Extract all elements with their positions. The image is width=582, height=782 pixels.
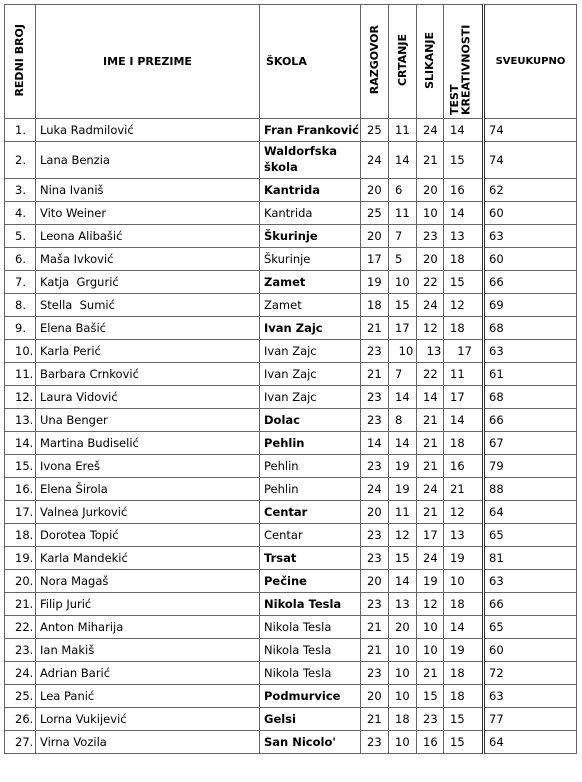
score-slikanje: 24: [417, 294, 444, 317]
score-test: 14: [444, 616, 484, 639]
score-total: 81: [484, 547, 577, 570]
score-crtanje: 19: [389, 455, 417, 478]
score-test: 17: [444, 386, 484, 409]
school-name: Pehlin: [260, 432, 361, 455]
score-total: 65: [484, 616, 577, 639]
score-total: 63: [484, 685, 577, 708]
score-razgovor: 21: [361, 639, 389, 662]
school-name: Trsat: [260, 547, 361, 570]
score-total: 68: [484, 317, 577, 340]
score-total: 63: [484, 225, 577, 248]
header-skola: ŠKOLA: [260, 5, 361, 119]
school-name: Nikola Tesla: [260, 616, 361, 639]
score-razgovor: 19: [361, 271, 389, 294]
student-name: Katja Grgurić: [36, 271, 260, 294]
score-slikanje: 22: [417, 271, 444, 294]
student-name: Elena Širola: [36, 478, 260, 501]
school-name: San Nicolo': [260, 731, 361, 754]
row-number: 4.: [5, 202, 36, 225]
score-razgovor: 24: [361, 478, 389, 501]
score-slikanje: 12: [417, 317, 444, 340]
school-name: Škurinje: [260, 248, 361, 271]
row-number: 27.: [5, 731, 36, 754]
score-crtanje: 13: [389, 593, 417, 616]
score-razgovor: 21: [361, 616, 389, 639]
school-name: Nikola Tesla: [260, 593, 361, 616]
score-slikanje: 10: [417, 616, 444, 639]
score-total: 65: [484, 524, 577, 547]
student-name: Dorotea Topić: [36, 524, 260, 547]
table-row: [5, 662, 577, 685]
score-razgovor: 25: [361, 119, 389, 142]
school-name: Zamet: [260, 271, 361, 294]
score-razgovor: 20: [361, 225, 389, 248]
score-test: 12: [444, 294, 484, 317]
school-name: Podmurvice: [260, 685, 361, 708]
school-name: Fran Franković: [260, 119, 361, 142]
row-number: 3.: [5, 179, 36, 202]
score-razgovor: 25: [361, 202, 389, 225]
school-name: Gelsi: [260, 708, 361, 731]
header-sveukupno: SVEUKUPNO: [484, 5, 577, 119]
score-razgovor: 17: [361, 248, 389, 271]
score-crtanje: 11: [389, 119, 417, 142]
score-slikanje: 13: [417, 340, 444, 363]
row-number: 20.: [5, 570, 36, 593]
row-number: 23.: [5, 639, 36, 662]
row-number: 6.: [5, 248, 36, 271]
score-test: 18: [444, 662, 484, 685]
student-name: Anton Miharija: [36, 616, 260, 639]
score-razgovor: 21: [361, 363, 389, 386]
score-total: 67: [484, 432, 577, 455]
table-row: [5, 501, 577, 524]
school-name: Ivan Zajc: [260, 363, 361, 386]
score-total: 66: [484, 409, 577, 432]
score-total: 68: [484, 386, 577, 409]
score-total: 60: [484, 202, 577, 225]
score-slikanje: 23: [417, 225, 444, 248]
score-razgovor: 23: [361, 524, 389, 547]
score-test: 16: [444, 179, 484, 202]
score-razgovor: 14: [361, 432, 389, 455]
table-row: [5, 524, 577, 547]
header-slikanje: SLIKANJE: [417, 5, 444, 119]
score-test: 14: [444, 202, 484, 225]
table-row: [5, 570, 577, 593]
table-row: [5, 685, 577, 708]
table-row: [5, 731, 577, 754]
student-name: Nora Magaš: [36, 570, 260, 593]
score-razgovor: 23: [361, 409, 389, 432]
row-number: 8.: [5, 294, 36, 317]
row-number: 16.: [5, 478, 36, 501]
score-crtanje: 5: [389, 248, 417, 271]
student-name: Virna Vozila: [36, 731, 260, 754]
table-row: [5, 363, 577, 386]
score-crtanje: 18: [389, 708, 417, 731]
score-test: 14: [444, 409, 484, 432]
row-number: 24.: [5, 662, 36, 685]
score-crtanje: 10: [389, 271, 417, 294]
student-name: Stella Sumić: [36, 294, 260, 317]
score-crtanje: 14: [389, 386, 417, 409]
student-name: Martina Budiselić: [36, 432, 260, 455]
score-test: 18: [444, 432, 484, 455]
score-razgovor: 23: [361, 547, 389, 570]
school-name: Dolac: [260, 409, 361, 432]
score-razgovor: 18: [361, 294, 389, 317]
score-crtanje: 7: [389, 363, 417, 386]
score-crtanje: 10: [389, 340, 417, 363]
school-name: Nikola Tesla: [260, 662, 361, 685]
row-number: 26.: [5, 708, 36, 731]
score-test: 15: [444, 271, 484, 294]
score-test: 12: [444, 501, 484, 524]
table-row: [5, 432, 577, 455]
score-slikanje: 21: [417, 409, 444, 432]
score-test: 16: [444, 455, 484, 478]
score-total: 61: [484, 363, 577, 386]
table-row: [5, 202, 577, 225]
score-slikanje: 17: [417, 524, 444, 547]
score-crtanje: 17: [389, 317, 417, 340]
score-crtanje: 15: [389, 547, 417, 570]
score-crtanje: 11: [389, 202, 417, 225]
score-razgovor: 23: [361, 731, 389, 754]
score-test: 18: [444, 317, 484, 340]
table-row: [5, 708, 577, 731]
score-test: 19: [444, 639, 484, 662]
score-total: 62: [484, 179, 577, 202]
table-row: [5, 409, 577, 432]
table-row: [5, 616, 577, 639]
score-total: 66: [484, 271, 577, 294]
score-test: 10: [444, 570, 484, 593]
score-slikanje: 14: [417, 386, 444, 409]
score-crtanje: 8: [389, 409, 417, 432]
score-crtanje: 14: [389, 432, 417, 455]
school-name: Zamet: [260, 294, 361, 317]
score-slikanje: 20: [417, 248, 444, 271]
score-razgovor: 23: [361, 340, 389, 363]
school-name: Škurinje: [260, 225, 361, 248]
header-ime-prezime: IME I PREZIME: [36, 5, 260, 119]
score-slikanje: 21: [417, 142, 444, 179]
score-crtanje: 6: [389, 179, 417, 202]
table-row: [5, 248, 577, 271]
table-row: [5, 225, 577, 248]
student-name: Ivona Ereš: [36, 455, 260, 478]
score-test: 11: [444, 363, 484, 386]
score-slikanje: 24: [417, 119, 444, 142]
score-razgovor: 20: [361, 179, 389, 202]
table-row: [5, 455, 577, 478]
table-row: [5, 386, 577, 409]
score-total: 79: [484, 455, 577, 478]
results-table: [4, 4, 577, 754]
row-number: 15.: [5, 455, 36, 478]
school-name: Pehlin: [260, 455, 361, 478]
header-test-kreativnosti: TEST KREATIVNOSTI: [444, 5, 484, 119]
school-name: Ivan Zajc: [260, 317, 361, 340]
score-razgovor: 23: [361, 593, 389, 616]
score-test: 17: [444, 340, 484, 363]
score-total: 69: [484, 294, 577, 317]
score-total: 63: [484, 340, 577, 363]
score-crtanje: 12: [389, 524, 417, 547]
row-number: 2.: [5, 142, 36, 179]
row-number: 13.: [5, 409, 36, 432]
score-test: 21: [444, 478, 484, 501]
row-number: 12.: [5, 386, 36, 409]
score-slikanje: 21: [417, 501, 444, 524]
score-slikanje: 21: [417, 432, 444, 455]
student-name: Maša Ivković: [36, 248, 260, 271]
score-test: 13: [444, 225, 484, 248]
row-number: 9.: [5, 317, 36, 340]
table-row: [5, 294, 577, 317]
score-crtanje: 20: [389, 616, 417, 639]
school-name: Centar: [260, 524, 361, 547]
score-total: 63: [484, 570, 577, 593]
student-name: Leona Alibašić: [36, 225, 260, 248]
score-total: 60: [484, 248, 577, 271]
score-slikanje: 12: [417, 593, 444, 616]
student-name: Nina Ivaniš: [36, 179, 260, 202]
table-row: [5, 179, 577, 202]
student-name: Filip Jurić: [36, 593, 260, 616]
score-test: 13: [444, 524, 484, 547]
header-crtanje: CRTANJE: [389, 5, 417, 119]
row-number: 21.: [5, 593, 36, 616]
score-crtanje: 10: [389, 685, 417, 708]
header-row: [5, 5, 577, 119]
school-name: Ivan Zajc: [260, 340, 361, 363]
score-total: 64: [484, 501, 577, 524]
student-name: Vito Weiner: [36, 202, 260, 225]
school-name: Waldorfska škola: [260, 142, 361, 179]
school-name: Kantrida: [260, 202, 361, 225]
score-slikanje: 15: [417, 685, 444, 708]
score-razgovor: 23: [361, 455, 389, 478]
table-row: [5, 271, 577, 294]
score-slikanje: 10: [417, 202, 444, 225]
school-name: Kantrida: [260, 179, 361, 202]
score-razgovor: 21: [361, 708, 389, 731]
score-razgovor: 24: [361, 142, 389, 179]
student-name: Karla Mandekić: [36, 547, 260, 570]
score-total: 77: [484, 708, 577, 731]
score-test: 18: [444, 685, 484, 708]
row-number: 11.: [5, 363, 36, 386]
score-slikanje: 20: [417, 179, 444, 202]
student-name: Lorna Vukijević: [36, 708, 260, 731]
student-name: Una Benger: [36, 409, 260, 432]
student-name: Laura Vidović: [36, 386, 260, 409]
row-number: 25.: [5, 685, 36, 708]
row-number: 22.: [5, 616, 36, 639]
student-name: Lana Benzia: [36, 142, 260, 179]
header-redni-broj: REDNI BROJ: [5, 5, 36, 119]
school-name: Pehlin: [260, 478, 361, 501]
table-row: [5, 593, 577, 616]
school-name: Nikola Tesla: [260, 639, 361, 662]
score-test: 18: [444, 248, 484, 271]
score-slikanje: 24: [417, 478, 444, 501]
score-total: 88: [484, 478, 577, 501]
school-name: Ivan Zajc: [260, 386, 361, 409]
score-razgovor: 23: [361, 386, 389, 409]
score-slikanje: 23: [417, 708, 444, 731]
score-slikanje: 21: [417, 455, 444, 478]
score-crtanje: 10: [389, 662, 417, 685]
table-row: [5, 639, 577, 662]
header-razgovor: RAZGOVOR: [361, 5, 389, 119]
score-slikanje: 24: [417, 547, 444, 570]
score-total: 74: [484, 119, 577, 142]
student-name: Barbara Crnković: [36, 363, 260, 386]
student-name: Valnea Jurković: [36, 501, 260, 524]
score-crtanje: 7: [389, 225, 417, 248]
score-slikanje: 10: [417, 639, 444, 662]
row-number: 17.: [5, 501, 36, 524]
score-crtanje: 14: [389, 570, 417, 593]
student-name: Lea Panić: [36, 685, 260, 708]
table-row: [5, 317, 577, 340]
score-razgovor: 20: [361, 685, 389, 708]
school-name: Pečine: [260, 570, 361, 593]
school-name: Centar: [260, 501, 361, 524]
score-total: 64: [484, 731, 577, 754]
row-number: 14.: [5, 432, 36, 455]
score-razgovor: 21: [361, 317, 389, 340]
row-number: 1.: [5, 119, 36, 142]
score-slikanje: 16: [417, 731, 444, 754]
score-crtanje: 11: [389, 501, 417, 524]
table-row: [5, 478, 577, 501]
table-row: [5, 142, 577, 179]
score-slikanje: 22: [417, 363, 444, 386]
score-crtanje: 10: [389, 731, 417, 754]
table-row: [5, 119, 577, 142]
score-slikanje: 21: [417, 662, 444, 685]
score-slikanje: 19: [417, 570, 444, 593]
student-name: Adrian Barić: [36, 662, 260, 685]
score-crtanje: 15: [389, 294, 417, 317]
student-name: Ian Makiš: [36, 639, 260, 662]
table-row: [5, 340, 577, 363]
student-name: Luka Radmilović: [36, 119, 260, 142]
score-test: 19: [444, 547, 484, 570]
score-test: 14: [444, 119, 484, 142]
score-crtanje: 14: [389, 142, 417, 179]
row-number: 5.: [5, 225, 36, 248]
row-number: 18.: [5, 524, 36, 547]
table-body: [5, 119, 577, 754]
score-test: 15: [444, 731, 484, 754]
score-total: 60: [484, 639, 577, 662]
score-razgovor: 20: [361, 570, 389, 593]
row-number: 7.: [5, 271, 36, 294]
score-test: 18: [444, 593, 484, 616]
row-number: 10.: [5, 340, 36, 363]
table-row: [5, 547, 577, 570]
score-test: 15: [444, 142, 484, 179]
score-total: 72: [484, 662, 577, 685]
score-razgovor: 20: [361, 501, 389, 524]
row-number: 19.: [5, 547, 36, 570]
score-total: 66: [484, 593, 577, 616]
score-test: 15: [444, 708, 484, 731]
student-name: Karla Perić: [36, 340, 260, 363]
student-name: Elena Bašić: [36, 317, 260, 340]
score-crtanje: 19: [389, 478, 417, 501]
score-crtanje: 10: [389, 639, 417, 662]
score-razgovor: 23: [361, 662, 389, 685]
score-total: 74: [484, 142, 577, 179]
